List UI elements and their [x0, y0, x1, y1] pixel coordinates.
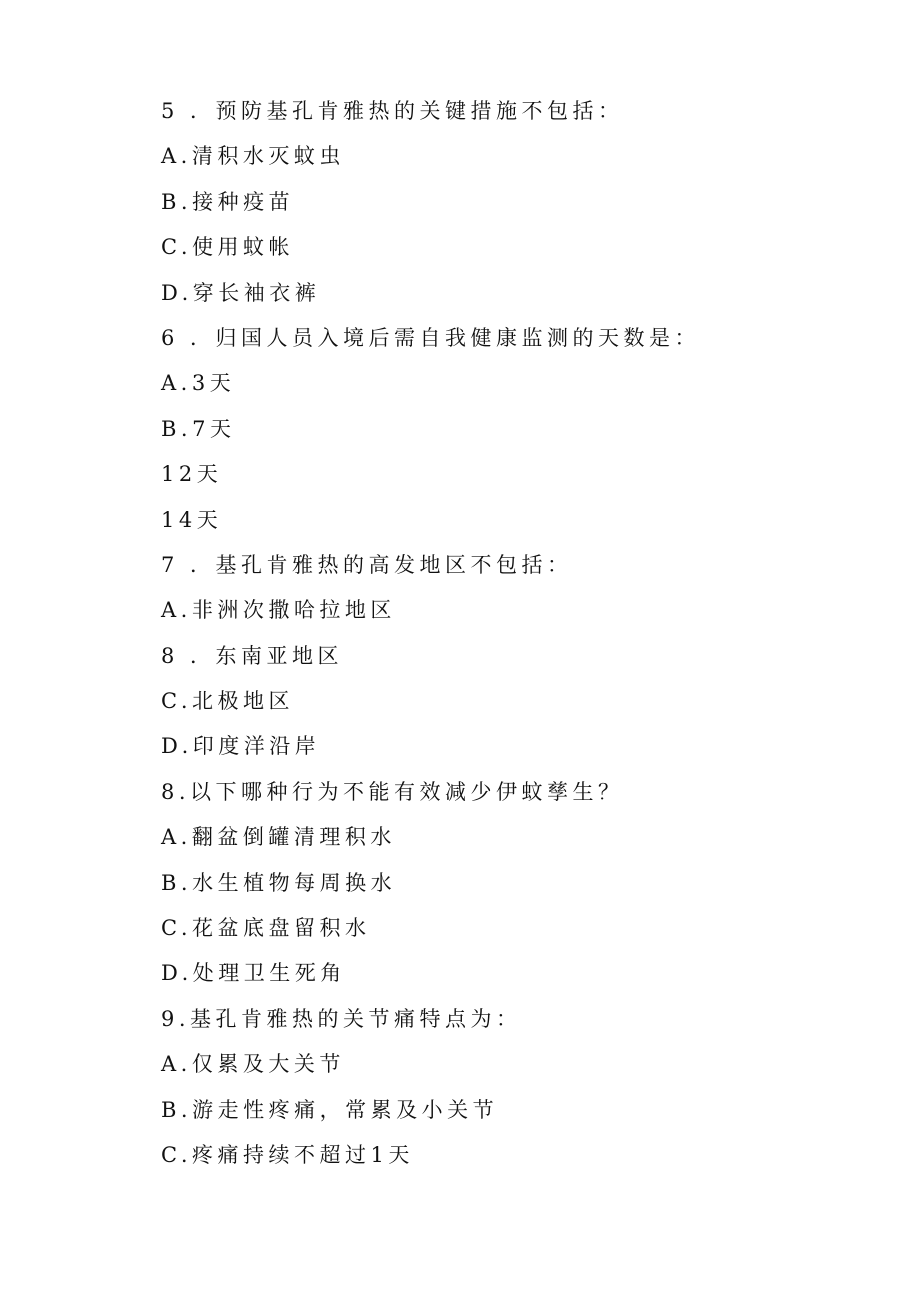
option-c: C.使用蚊帐 [161, 235, 294, 260]
option-b: B.接种疫苗 [161, 189, 295, 214]
option-d: D.处理卫生死角 [161, 961, 346, 986]
question-7: 7 ．基孔肯雅热的高发地区不包括： [161, 552, 573, 577]
option-c: C.疼痛持续不超过1天 [161, 1142, 414, 1167]
option-a: A.3天 [161, 371, 236, 396]
option-a: A.翻盆倒罐清理积水 [161, 825, 396, 850]
option-d: D.穿长袖衣裤 [161, 280, 321, 305]
option-a: A.非洲次撒哈拉地区 [161, 598, 396, 623]
option-b: B.游走性疼痛，常累及小关节 [161, 1097, 499, 1122]
option-b: B.水生植物每周换水 [161, 870, 397, 895]
option-c: 12天 [161, 462, 223, 487]
question-9: 9.基孔肯雅热的关节痛特点为： [161, 1006, 522, 1031]
option-a: A.仅累及大关节 [161, 1052, 345, 1077]
question-list [161, 92, 861, 1181]
option-b: B.7天 [161, 416, 236, 441]
option-c: C.花盆底盘留积水 [161, 916, 371, 941]
option-d: 14天 [161, 507, 223, 532]
option-d: D.印度洋沿岸 [161, 734, 321, 759]
option-c: C.北极地区 [161, 689, 294, 714]
question-5: 5 ．预防基孔肯雅热的关键措施不包括： [161, 99, 624, 123]
question-8: 8.以下哪种行为不能有效减少伊蚊孳生？ [161, 779, 624, 804]
option-a: A.清积水灭蚊虫 [161, 144, 345, 169]
option-b: 8 ．东南亚地区 [161, 643, 344, 668]
question-6: 6 ．归国人员入境后需自我健康监测的天数是： [161, 325, 701, 350]
